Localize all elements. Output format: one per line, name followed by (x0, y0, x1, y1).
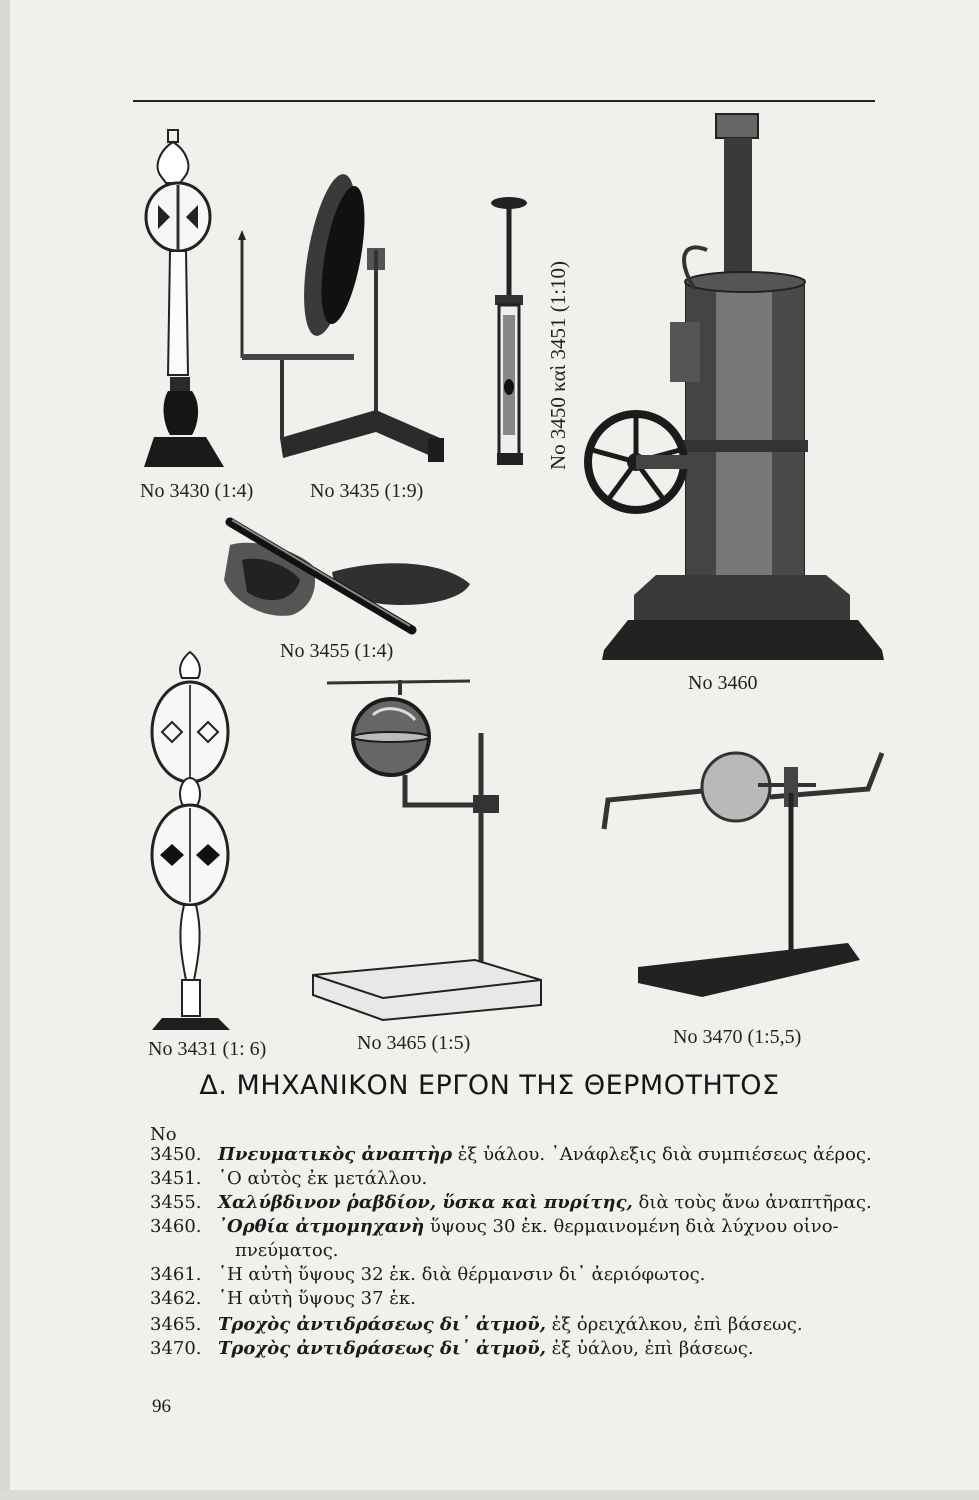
figure-3430-radiometer (140, 125, 230, 475)
item-text: ἐξ ὑάλου, ἐπὶ βάσεως. (545, 1338, 754, 1359)
item-text: ῾Η αὐτὴ ὕψους 32 ἑκ. διὰ θέρμανσιν δι᾿ ἀεριόφωτος. (218, 1264, 706, 1285)
item-number: 3470. (150, 1338, 202, 1359)
item-text: ὕψους 30 ἑκ. θερμαινομένη διὰ λύχνου οἰνο- (424, 1216, 839, 1237)
top-rule (133, 100, 875, 102)
caption-3435: No 3435 (1:9) (310, 480, 424, 502)
caption-3430: No 3430 (1:4) (140, 480, 254, 502)
item-number: 3460. (150, 1216, 202, 1237)
caption-3465: No 3465 (1:5) (357, 1032, 471, 1054)
item-title: Τροχὸς ἀντιδράσεως δι᾿ ἀτμοῦ, (218, 1338, 546, 1359)
item-number: 3451. (150, 1168, 202, 1189)
item-title: Πνευματικὸς ἀναπτὴρ (218, 1144, 453, 1165)
figure-3455-rod-tinder-pyrite (222, 520, 482, 635)
figure-3470-reaction-wheel-glass (598, 745, 888, 1005)
figure-3450-pneumatic-lighter (485, 195, 540, 470)
page-edge-bottom (0, 1490, 979, 1500)
item-number: 3455. (150, 1192, 202, 1213)
item-text: ἐξ ὑάλου. ᾿Ανάφλεξις διὰ συμπιέσεως ἀέρος. (452, 1144, 872, 1165)
page-number: 96 (152, 1396, 171, 1417)
item-text: ῾Η αὐτὴ ὕψους 37 ἑκ. (218, 1288, 416, 1309)
item-number: 3465. (150, 1314, 202, 1335)
item-number: 3461. (150, 1264, 202, 1285)
item-text: πνεύματος. (235, 1240, 339, 1261)
item-text: ῾Ο αὐτὸς ἐκ μετάλλου. (218, 1168, 428, 1189)
item-title: ᾿Ορθία ἀτμομηχανὴ (218, 1216, 425, 1237)
caption-3431: No 3431 (1: 6) (148, 1038, 267, 1060)
figure-3435-mirror-stand (235, 170, 480, 470)
page-edge (0, 0, 10, 1500)
list-header: No (150, 1124, 177, 1145)
figure-3431-double-radiometer (148, 650, 238, 1035)
item-text: διὰ τοὺς ἄνω ἀναπτῆρας. (632, 1192, 872, 1213)
item-text: ἐξ ὀρειχάλκου, ἐπὶ βάσεως. (545, 1314, 803, 1335)
item-title: Τροχὸς ἀντιδράσεως δι᾿ ἀτμοῦ, (218, 1314, 546, 1335)
caption-3470: No 3470 (1:5,5) (673, 1026, 802, 1048)
figure-3465-reaction-wheel-brass (305, 675, 545, 1020)
item-title: Χαλύβδινον ῥαβδίον, ὕσκα καὶ πυρίτης, (218, 1192, 633, 1213)
item-number: 3462. (150, 1288, 202, 1309)
item-number: 3450. (150, 1144, 202, 1165)
section-heading: Δ. ΜΗΧΑΝΙΚΟΝ ΕΡΓΟΝ ΤΗΣ ΘΕΡΜΟΤΗΤΟΣ (199, 1070, 780, 1101)
caption-3460: No 3460 (688, 672, 758, 694)
figure-3460-steam-engine (582, 110, 887, 665)
caption-3455: No 3455 (1:4) (280, 640, 394, 662)
caption-3450: No 3450 καὶ 3451 (1:10) (546, 260, 570, 470)
